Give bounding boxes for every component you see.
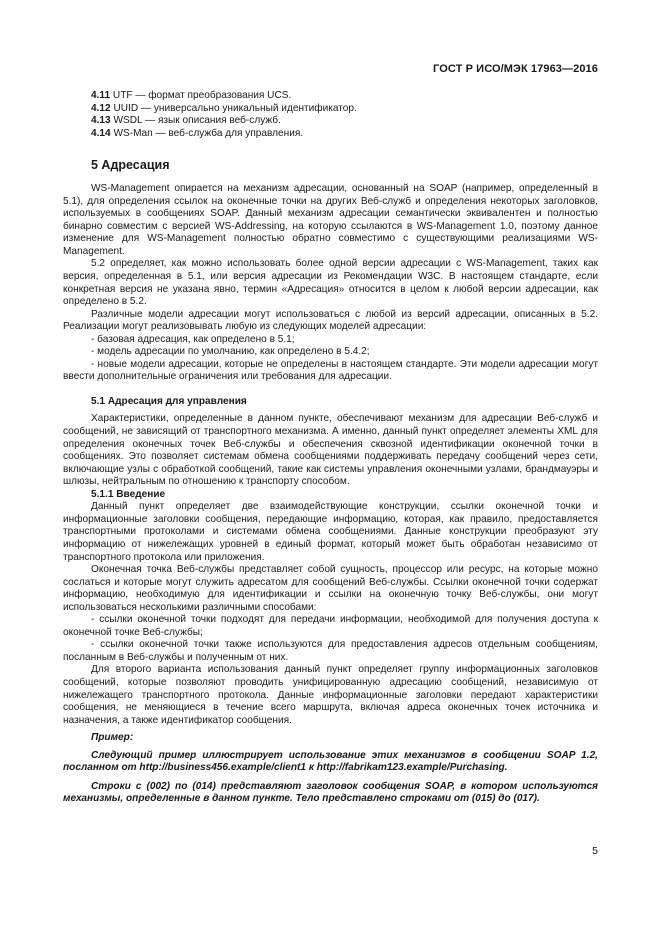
example-text: Следующий пример иллюстрирует использование этих механизмов в сообщении SOAP 1.2, посланном от http://business456.example/client1 к http://fabrikam123.example/Purchasing. <box>63 749 598 774</box>
definition-text: UTF — формат преобразования UCS. <box>110 90 292 101</box>
example-text: Строки с (002) по (014) представляют заголовок сообщения SOAP, в котором используются механизмы, определенные в данном пункте. Тело представлено строками от (015) до (017). <box>63 780 598 805</box>
paragraph: Различные модели адресации могут использоваться с любой из версий адресации, описанных в 5.2. Реализации могут реализовывать любую из следующих моделей адресации: <box>63 308 598 333</box>
section-5-heading: 5 Адресация <box>91 158 170 173</box>
definition-item <box>91 103 598 116</box>
section-5-1-heading: 5.1 Адресация для управления <box>91 395 247 407</box>
section-5-1-1-heading: 5.1.1 Введение <box>91 488 166 500</box>
definition-text: WSDL — язык описания веб-служб. <box>110 115 281 127</box>
list-item: - модель адресации по умолчанию, как определено в 5.4.2; <box>91 346 370 358</box>
list-item: - ссылки оконечной точки также используются для предоставления адресов отдельным сообщениям, посланным в Веб-службы и полученным от них. <box>63 639 598 663</box>
paragraph: Характеристики, определенные в данном пункте, обеспечивают механизм для адресации Веб-служб и сообщений, не зависящий от транспортного механизма. А именно, данный пункт определяет элементы XML для определения оконечных точек Веб-службы и обеспечения сквозной идентификации оконечной точки в сообщениях. Это позволяет системам обмена сообщениями поддерживать передачу сообщений через сети, включающие узлы с обработкой сообщений, такие как системы управления оконечными узлами, брандмауэры и шлюзы, нейтральным по отношению к транспорту способом. <box>63 413 598 488</box>
definition-number: 4.12 <box>91 102 111 114</box>
definition-text: WS-Man — веб-служба для управления. <box>110 127 304 139</box>
paragraph: WS-Management опирается на механизм адресации, основанный на SOAP (например, определенный в 5.1), для определения ссылок на оконечные точки на других Веб-служб и определения некоторых заголовков, используемых в сообщениях SOAP. Данный механизм адресации семантически эквивалентен и полностью бинарно совместим с версией WS-Addressing, на которую ссылаются в WS-Management 1.0, поэтому данное изменение для WS-Management полностью обратно совместимо с существующими реализациями WS-Management. <box>63 183 598 257</box>
definition-text: UUID — универсально уникальный идентификатор. <box>110 102 357 114</box>
paragraph: Для второго варианта использования данный пункт определяет группу информационных заголовков сообщений, которые позволяют проводить унифицированную адресацию сообщений, независимую от нижележащего транспортного протокола. Данные информационные заголовки передают характеристики сообщения, не меняющиеся в течение всего маршрута, включая адреса оконечных точек источника и назначения, а также идентификатор сообщения. <box>63 664 598 726</box>
paragraph: 5.2 определяет, как можно использовать более одной версии адресации с WS-Management, таких как версия, определенная в 5.1, или версия адресации из Рекомендации W3C. В настоящем стандарте, если конкретная версия не указана явно, термин «Адресация» относится в целом к любой версии адресации, как определено в 5.2. <box>63 258 598 308</box>
list-item: - базовая адресация, как определено в 5.1; <box>91 333 295 345</box>
definition-number: 4.11 <box>91 90 111 101</box>
standard-header: ГОСТ Р ИСО/МЭК 17963—2016 <box>433 63 598 75</box>
definition-item <box>91 90 598 103</box>
definition-item <box>91 115 598 128</box>
paragraph: Оконечная точка Веб-службы представляет собой сущность, процессор или ресурс, на которые можно сослаться и которые могут служить адресатом для сообщений Веб-службы. Ссылки оконечной точки содержат информацию, необходимую для идентификации и ссылки на оконечную точку Веб-службы, они могут использоваться несколькими различными способами: <box>63 564 598 613</box>
page-content <box>63 90 598 812</box>
definition-item <box>91 128 598 141</box>
list-item: - новые модели адресации, которые не определены в настоящем стандарте. Эти модели адресации могут ввести дополнительные ограничения или требования для адресации. <box>63 358 598 383</box>
definition-number: 4.13 <box>91 115 111 127</box>
page-number: 5 <box>592 845 598 857</box>
definition-number: 4.14 <box>91 127 111 139</box>
paragraph: Данный пункт определяет две взаимодействующие конструкции, ссылки оконечной точки и информационные заголовки сообщения, передающие информацию, которая, как правило, предоставляется транспортными протоколами и системами обмена сообщениями. Данные конструкции преобразуют эту информацию от нижележащих уровней в единый формат, который может быть обработан независимо от транспортного протокола или приложения. <box>63 501 598 563</box>
example-label: Пример: <box>91 732 134 744</box>
list-item: - ссылки оконечной точки подходят для передачи информации, необходимой для получения доступа к оконечной точке Веб-службы; <box>63 614 598 638</box>
